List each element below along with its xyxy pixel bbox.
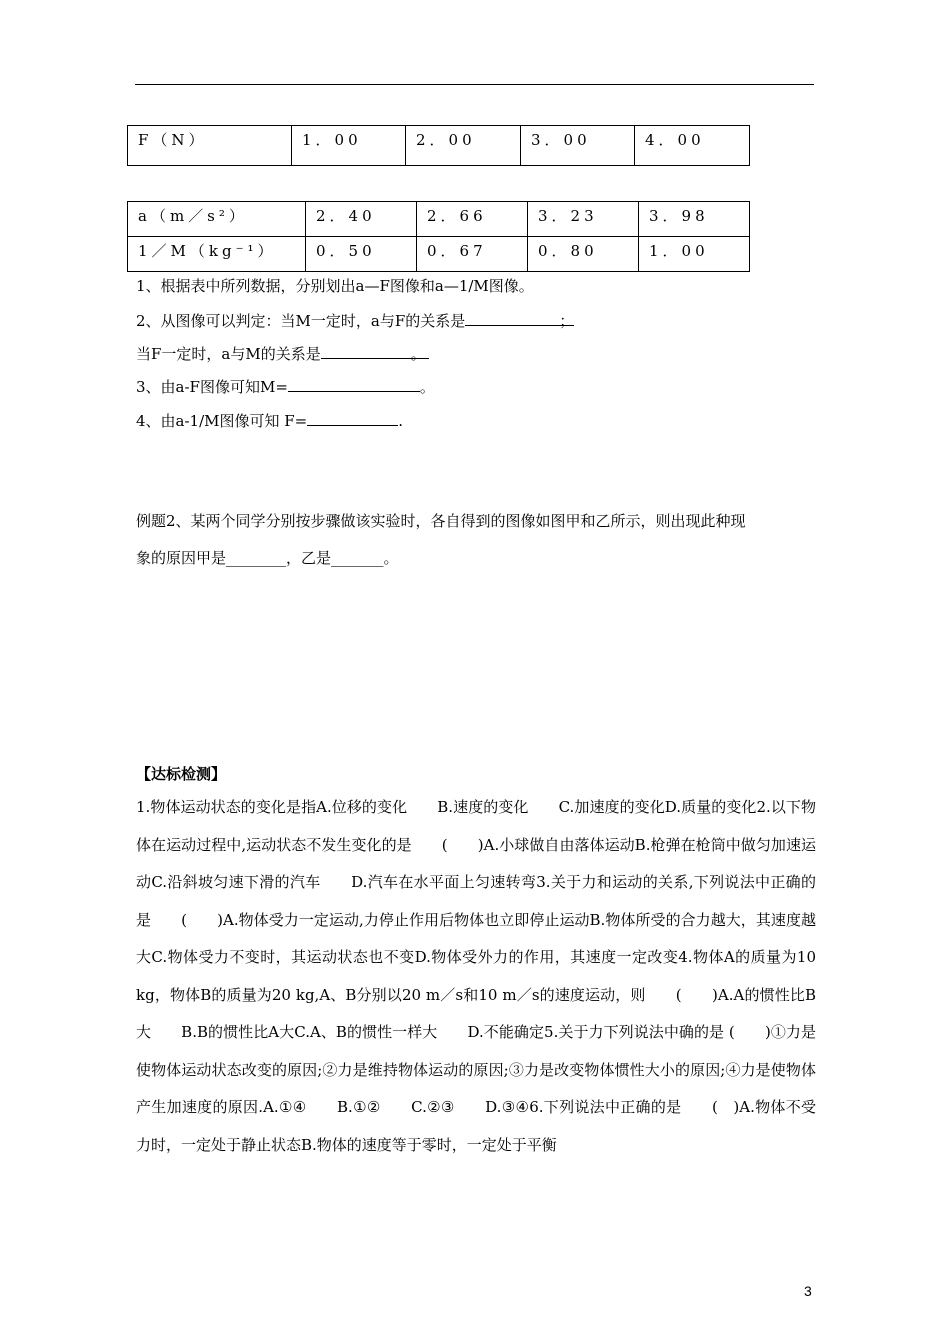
mass-table <box>127 201 750 272</box>
table-cell: 2．66 <box>417 202 528 237</box>
question-3-text: 3、由a-F图像可知M= <box>136 378 288 396</box>
question-2b <box>136 343 429 364</box>
table-cell: 0．67 <box>417 237 528 272</box>
question-2b-text: 当F一定时，a与M的关系是 <box>136 345 321 363</box>
question-2b-suffix: 。 <box>411 343 429 359</box>
table-cell: 3．23 <box>528 202 639 237</box>
answer-blank[interactable] <box>321 343 411 359</box>
header-rule <box>135 84 814 85</box>
table-cell: 1．00 <box>639 237 750 272</box>
table-cell: 4．00 <box>635 126 750 166</box>
section-heading: 【达标检测】 <box>136 765 227 783</box>
question-2 <box>136 310 574 331</box>
table-row <box>128 237 750 272</box>
question-4-text: 4、由a-1/M图像可知 F= <box>136 412 308 430</box>
table-cell: 3．98 <box>639 202 750 237</box>
table-cell: 1／M（kg⁻¹） <box>128 237 306 272</box>
table-cell: F（N） <box>128 126 292 166</box>
question-2-text: 2、从图像可以判定：当M一定时，a与F的关系是 <box>136 312 466 330</box>
example-2-line-1: 例题2、某两个同学分别按步骤做该实验时，各自得到的图像如图甲和乙所示，则出现此种现 <box>136 512 746 530</box>
table-cell: 2．00 <box>406 126 521 166</box>
answer-blank[interactable] <box>288 376 420 392</box>
table-cell: 0．50 <box>306 237 417 272</box>
question-3 <box>136 376 435 397</box>
question-1: 1、根据表中所列数据，分别划出a—F图像和a—1/M图像。 <box>136 277 534 295</box>
example-2-line-2: 象的原因甲是________，乙是_______。 <box>136 549 399 567</box>
page-number: 3 <box>804 1283 812 1299</box>
table-row <box>128 126 750 166</box>
table-cell: 2．40 <box>306 202 417 237</box>
question-2-suffix: ； <box>559 312 575 330</box>
table-cell: 1．00 <box>292 126 406 166</box>
table-cell: 0．80 <box>528 237 639 272</box>
question-4 <box>136 410 403 431</box>
question-3-suffix: 。 <box>419 378 435 396</box>
table-cell: a（m／s²） <box>128 202 306 237</box>
answer-blank[interactable] <box>307 410 398 426</box>
answer-blank[interactable] <box>465 310 557 326</box>
table-row <box>128 202 750 237</box>
question-4-suffix: . <box>398 412 404 430</box>
table-cell: 3．00 <box>521 126 635 166</box>
check-questions: 1.物体运动状态的变化是指A.位移的变化 B.速度的变化 C.加速度的变化D.质量的变化2.以下物体在运动过程中,运动状态不发生变化的是 ( )A.小球做自由落体运动B.枪弹在枪筒中做匀加速运动C.沿斜坡匀速下滑的汽车 D.汽车在水平面上匀速转弯3.关于力和运动的关系,下列说法中正确的是 ( )A.物体受力一定运动,力停止作用后物体也立即停止运动B.物体所受的合力越大，其速度越大C.物体受力不变时，其运动状态也不变D.物体受外力的作用，其速度一定改变4.物体A的质量为10 kg，物体B的质量为20 kg,A、B分别以20 m／s和10 m／s的速度运动，则 ( )A.A的惯性比B大 B.B的惯性比A大C.A、B的惯性一样大 D.不能确定5.关于力下列说法中确的是 ( )①力是使物体运动状态改变的原因;②力是维持物体运动的原因;③力是改变物体惯性大小的原因;④力是使物体产生加速度的原因.A.①④ B.①② C.②③ D.③④6.下列说法中正确的是 ( )A.物体不受力时，一定处于静止状态B.物体的速度等于零时，一定处于平衡 <box>136 798 816 1154</box>
force-table <box>127 125 750 166</box>
